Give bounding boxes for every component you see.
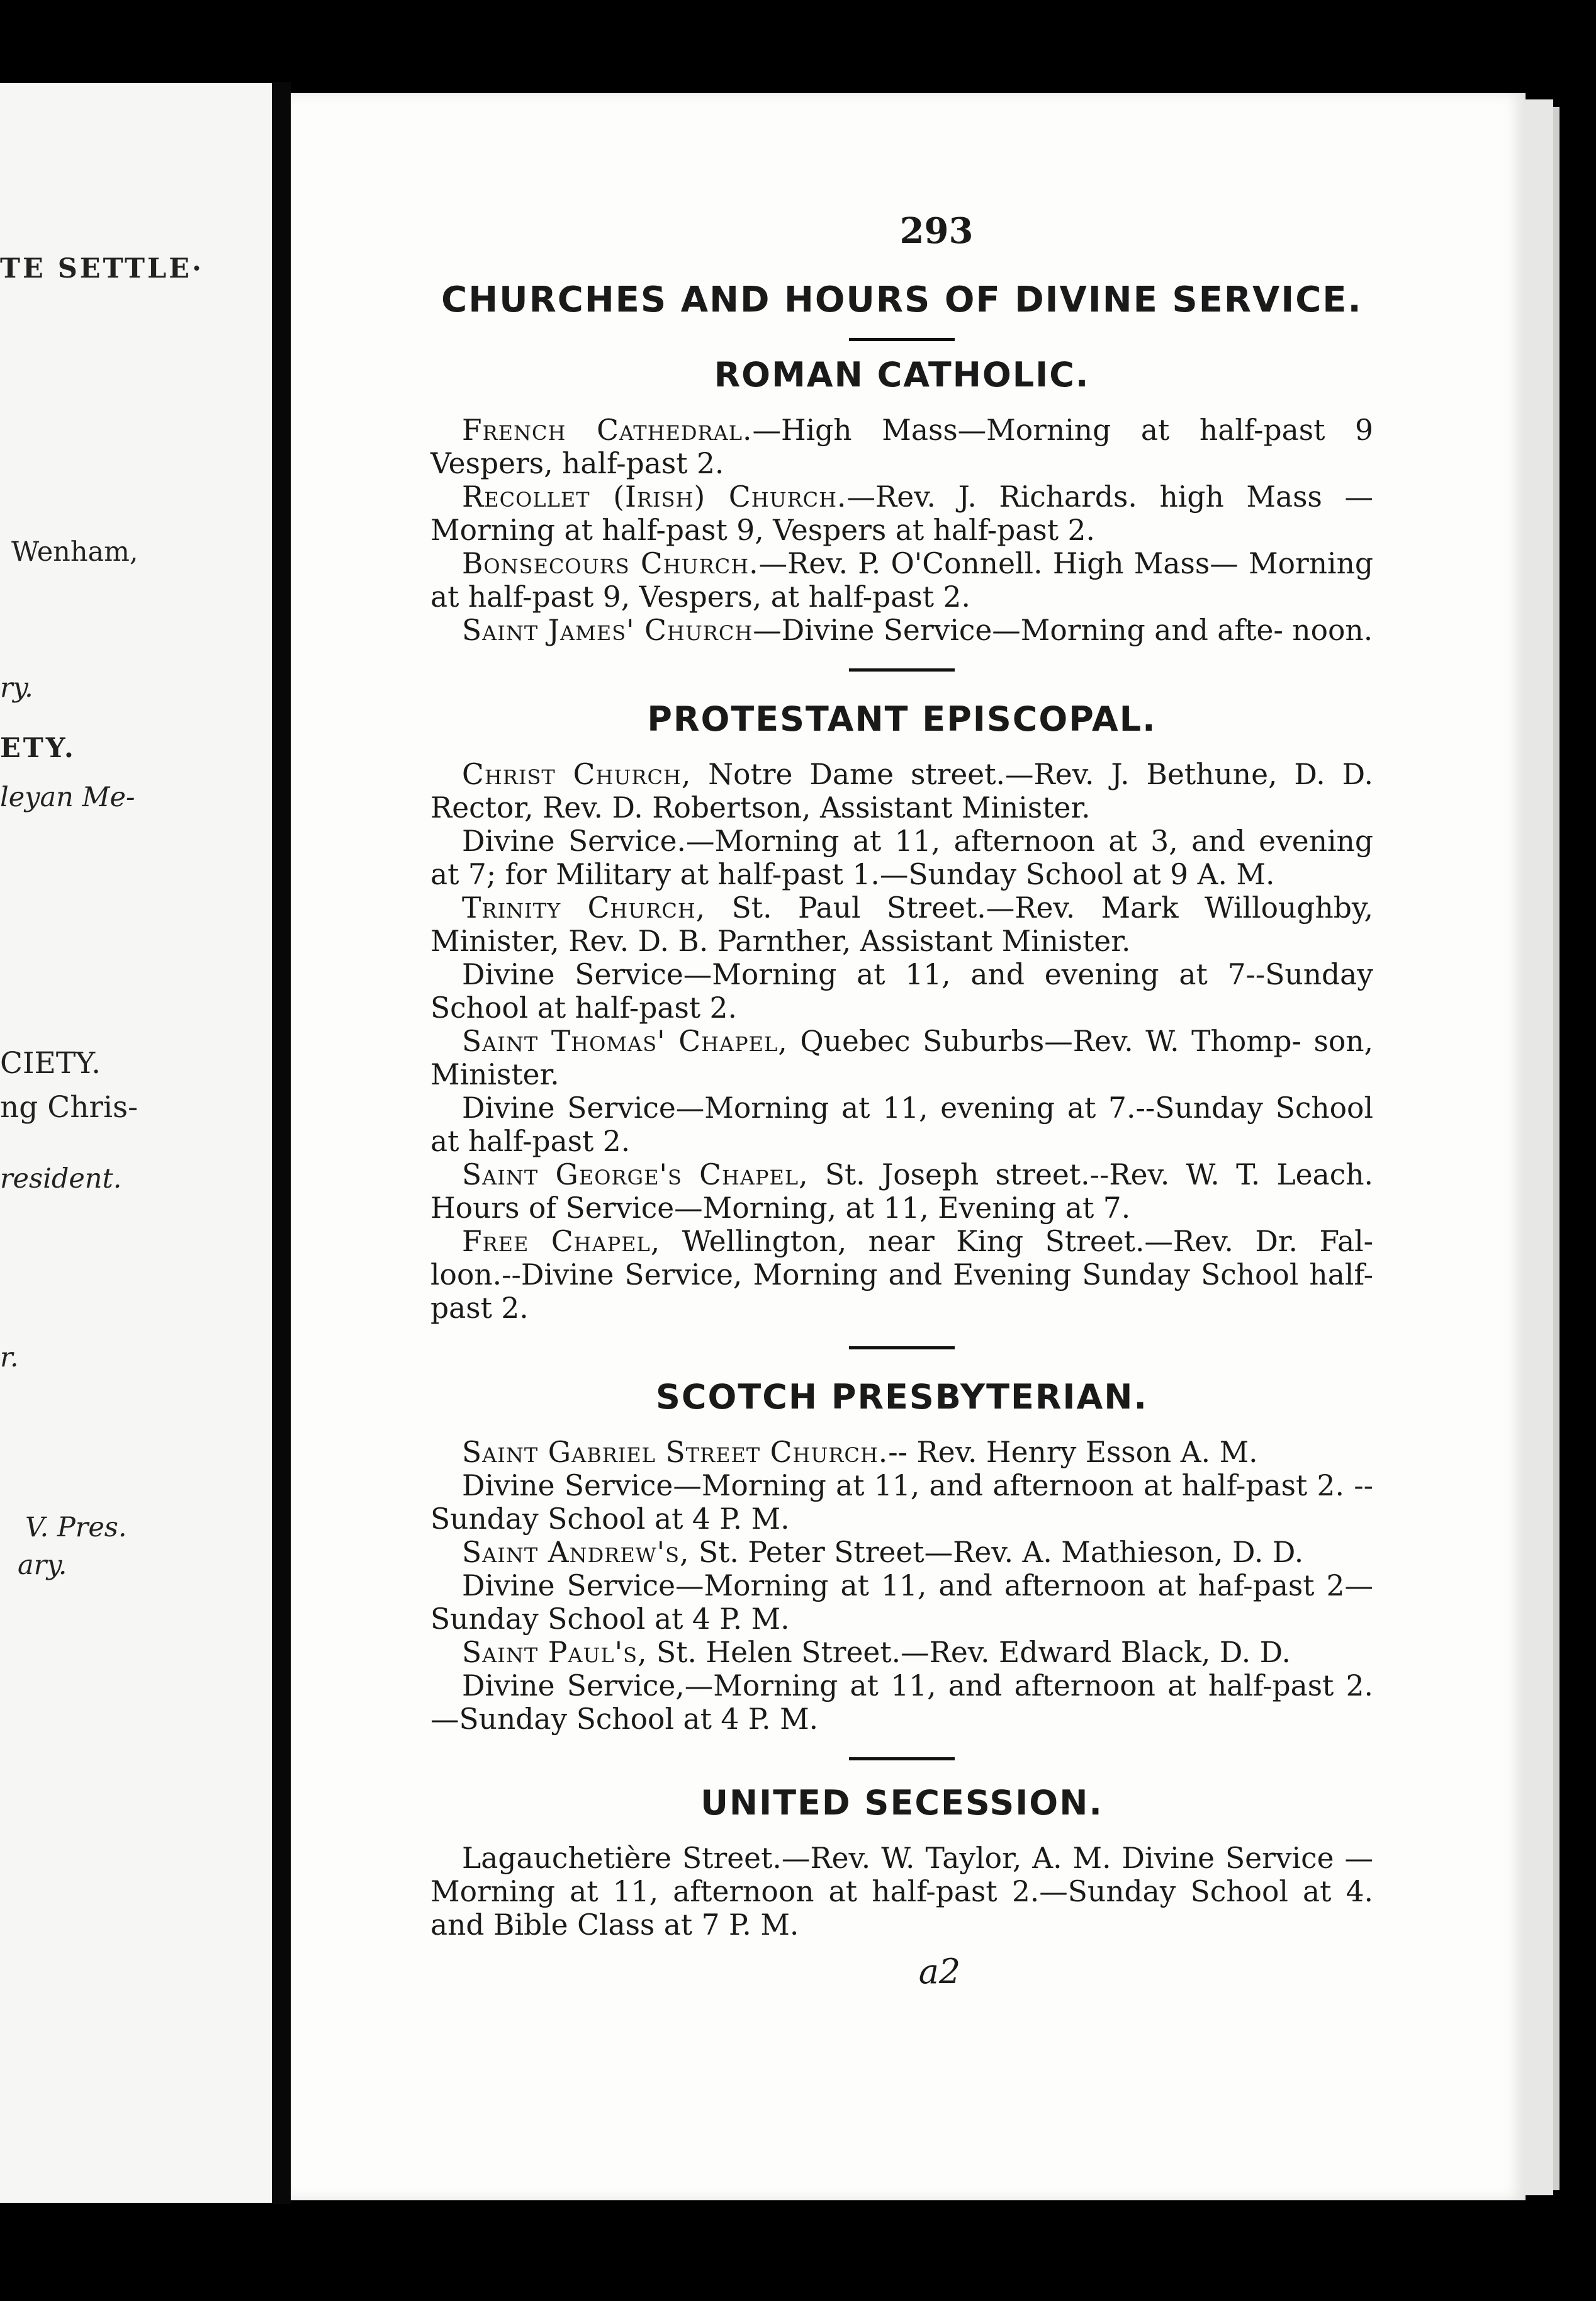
church-entry (430, 547, 1373, 614)
signature-mark: a2 (918, 1952, 961, 1991)
church-name: French Cathedral. (462, 414, 753, 447)
church-entry (430, 614, 1373, 647)
church-entry (430, 1225, 1373, 1325)
church-name: Saint Gabriel Street Church. (462, 1436, 889, 1469)
service-entry (430, 958, 1373, 1025)
section-heading: ROMAN CATHOLIC. (714, 355, 1090, 395)
church-name: Saint James' Church (462, 614, 753, 647)
left-fragment: r. (0, 1342, 19, 1373)
divider-rule (849, 1757, 955, 1760)
church-entry (430, 1158, 1373, 1225)
page-content (430, 210, 1373, 1991)
entry-text: —Rev. P. O'Connell. High Mass— Morning at half-past 9, Vespers, at half-past 2. (430, 547, 1373, 614)
entry-text: Divine Service—Morning at 11, and afternoon at half-past 2. --Sunday School at 4 P. M. (430, 1469, 1373, 1536)
binding-gutter (272, 82, 291, 2204)
entry-text: Quebec Suburbs—Rev. W. Thomp- son, Minister. (430, 1025, 1373, 1091)
book-page (291, 93, 1526, 2200)
church-entry (430, 1842, 1373, 1942)
church-entry (430, 414, 1373, 480)
entry-text: Notre Dame street.—Rev. J. Bethune, D. D. Rector, Rev. D. Robertson, Assistant Minister. (430, 758, 1373, 824)
entry-text: St. Peter Street—Rev. A. Mathieson, D. D. (689, 1536, 1304, 1569)
section-united-secession (430, 1783, 1373, 1942)
section-scotch-presbyterian (430, 1377, 1373, 1736)
service-entry (430, 1091, 1373, 1158)
entry-text: Lagauchetière Street.—Rev. W. Taylor, A. M. Divine Service —Morning at 11, afternoon at half-past 2.—Sunday School at 4. and Bible Class at 7 P. M. (430, 1842, 1373, 1942)
church-name: Saint Paul's, (462, 1636, 648, 1669)
divider-rule (849, 338, 955, 341)
page-edge (1526, 99, 1553, 2195)
church-entry (430, 891, 1373, 958)
service-entry (430, 1469, 1373, 1536)
church-name: Bonsecours Church. (462, 547, 759, 580)
church-name: Free Chapel, (462, 1225, 661, 1258)
page-number: 293 (899, 210, 974, 252)
entry-text: —High Mass—Morning at half-past 9 Vespers, half-past 2. (430, 414, 1373, 480)
church-entry (430, 1025, 1373, 1091)
left-fragment: leyan Me- (0, 782, 135, 813)
church-entry (430, 758, 1373, 824)
entry-text: St. Helen Street.—Rev. Edward Black, D. D. (647, 1636, 1291, 1669)
church-entry (430, 480, 1373, 547)
section-heading: UNITED SECESSION. (700, 1783, 1103, 1823)
section-heading: PROTESTANT EPISCOPAL. (647, 699, 1157, 739)
left-fragment: ETY. (0, 733, 76, 764)
church-name: Recollet (Irish) Church. (462, 480, 847, 514)
section-heading: SCOTCH PRESBYTERIAN. (655, 1377, 1149, 1417)
section-roman-catholic (430, 355, 1373, 647)
entry-text: Divine Service—Morning at 11, evening at 7.--Sunday School at half-past 2. (430, 1091, 1373, 1158)
entry-text: Wellington, near King Street.—Rev. Dr. Fal- loon.--Divine Service, Morning and Evening Sunday School half-past 2. (430, 1225, 1373, 1325)
entry-text: Divine Service—Morning at 11, and evening at 7--Sunday School at half-past 2. (430, 958, 1373, 1025)
church-name: Christ Church, (462, 758, 692, 791)
entry-text: St. Joseph street.--Rev. W. T. Leach. Hours of Service—Morning, at 11, Evening at 7. (430, 1158, 1373, 1225)
service-entry (430, 824, 1373, 891)
church-entry (430, 1636, 1373, 1669)
divider-rule (849, 668, 955, 672)
church-entry (430, 1536, 1373, 1569)
page-edge-shadow (1553, 107, 1559, 2190)
left-fragment: ary. (18, 1550, 67, 1581)
entry-text: Divine Service,—Morning at 11, and afternoon at half-past 2. —Sunday School at 4 P. M. (430, 1669, 1373, 1736)
service-entry (430, 1669, 1373, 1736)
entry-text: —Rev. J. Richards. high Mass —Morning at half-past 9, Vespers at half-past 2. (430, 480, 1373, 547)
left-fragment: V. Pres. (25, 1512, 127, 1543)
left-fragment: ng Chris- (0, 1090, 138, 1125)
left-fragment: Wenham, (11, 536, 138, 568)
church-name: Trinity Church, (462, 891, 706, 925)
entry-text: Divine Service—Morning at 11, and afternoon at haf-past 2— Sunday School at 4 P. M. (430, 1569, 1373, 1636)
entry-text: —Divine Service—Morning and afte- noon. (753, 614, 1373, 647)
church-name: Saint George's Chapel, (462, 1158, 809, 1191)
left-fragment: resident. (0, 1163, 122, 1195)
church-entry (430, 1436, 1373, 1469)
entry-text: St. Paul Street.—Rev. Mark Willoughby, Minister, Rev. D. B. Parnther, Assistant Minister. (430, 891, 1373, 958)
entry-text: Divine Service.—Morning at 11, afternoon at 3, and evening at 7; for Military at half-past 1.—Sunday School at 9 A. M. (430, 824, 1373, 891)
entry-text: -- Rev. Henry Esson A. M. (888, 1436, 1258, 1469)
church-name: Saint Thomas' Chapel, (462, 1025, 788, 1058)
left-fragment: ry. (0, 672, 33, 704)
section-protestant-episcopal (430, 699, 1373, 1325)
divider-rule (849, 1346, 955, 1349)
left-fragment: CIETY. (0, 1046, 101, 1081)
page-title: CHURCHES AND HOURS OF DIVINE SERVICE. (441, 279, 1363, 320)
church-name: Saint Andrew's, (462, 1536, 690, 1569)
left-page-fragment (0, 83, 272, 2203)
left-fragment: TE SETTLE· (0, 253, 205, 284)
service-entry (430, 1569, 1373, 1636)
